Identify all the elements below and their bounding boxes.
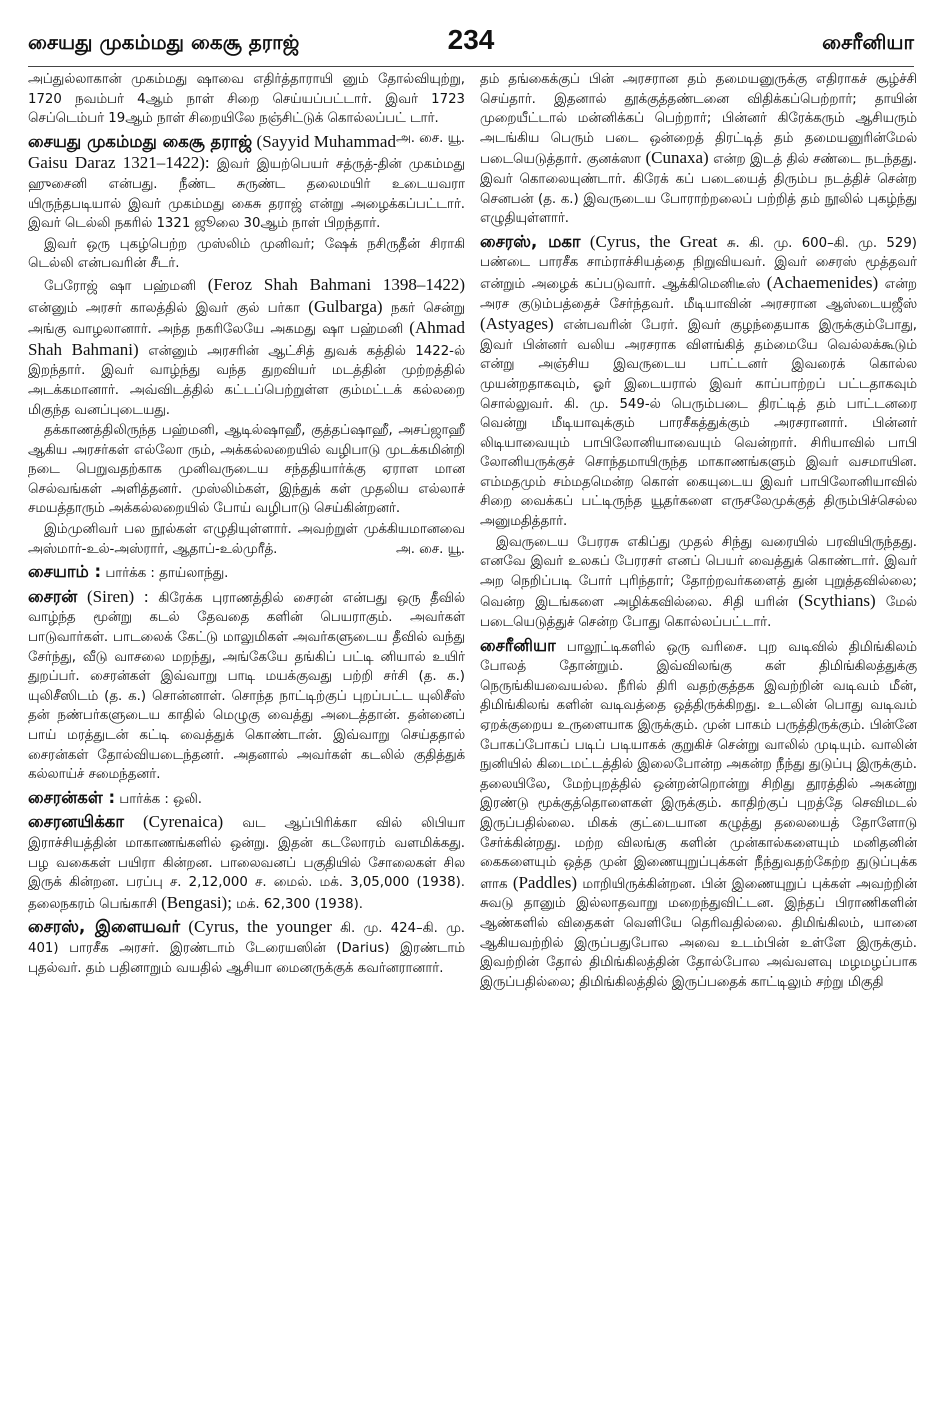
entry-headword: சைரஸ், இளையவர் <box>28 917 181 937</box>
latin-text: (Cunaxa) <box>645 148 709 168</box>
entry-text: பாலூட்டிகளில் ஒரு வரிசை. புற வடிவில் திமிங்கிலம் போலத் தோன்றும். இவ்விலங்கு கள் திமிங்கிலத்துக்கு நெருங்கியவையல்ல. நீரில் திரி வதற்குத்தக இவற்றின் வடிவம் மீன், திமிங்கிலங் களின் வடிவத்தை ஒத்திருக்கிறது. உடலின் பொது வடிவம் ஏறக்குறைய உருளையாக இருக்கும். முன் பாகம் பருத்திருக்கும். பின்னே போகப்போகப் படிப் படியாகக் குறுகிச் சென்று வாலில் முடியும். வாலின் நுனியில் கிடைமட்டத்தில் இலைபோன்ற அகன்ற நீந்து துடுப்பு இருக்கும். தலையிலே, மேற்புறத்தில் ஒன்றன்றொன்று சிறிது தூரத்தில் அகன்று இரண்டு மூக்குத்தொளைகள் இருக்கும். காதிற்குப் புறத்தே செவிமடல் இருப்பதில்லை. மிகக் குட்டையான கழுத்து தலையைத் தோளோடு சேர்க்கின்றது. மற்ற விலங்கு களின் முன்கால்களையும் மனிதனின் கைகளையும் ஒத்த முன் இணையுறுப்புக்கள் நீந்துவதற்கேற்ற துடுப்புக்க ளாக <box>480 639 917 892</box>
paragraph-text: என்ற இடத் தில் சண்டை நடந்தது. இவர் கொலையுண்டார். கிரேக் கப் படையைத் திரும்ப நடத்திச் சென்ற செனபன் (த. க.) இவருடைய போராற்றலைப் பற்றித் தம் நூலில் புகழ்ந்து எழுதியுள்ளார். <box>480 152 917 227</box>
entry-headword: சைரனயிக்கா <box>28 812 124 832</box>
paragraph-text: இம்முனிவர் பல நூல்கள் எழுதியுள்ளார். அவற்றுள் முக்கியமானவை அஸ்மார்-உல்-அஸ்ரார், ஆதாப்-உல்முரீத். <box>28 522 465 557</box>
latin-text: (Astyages) <box>480 314 554 334</box>
page-header <box>28 24 914 64</box>
latin-text: (Scythians) <box>798 591 876 611</box>
entry-text: கிரேக்க புராணத்தில் சைரன் என்பது ஒரு தீவில் வாழ்ந்த மூன்று கடல் தேவதை களின் பெயராகும். அவர்கள் பாடுவார்கள். பாடலைக் கேட்டு மாலுமிகள் அவர்களுடைய தீவில் வந்து சேர்ந்து, வீடு வாசலை மறந்து, அங்கேயே தங்கிப் பட்டி னியால் உயிர் துறப்பர். சைரன்கள் இவ்வாறு பாடி மயக்குவது பற்றி சர்சி (த. க.) யுலிசீஸிடம் (த. க.) சொன்னாள். சொந்த நாட்டிற்குப் புறப்பட்ட யுலிசீஸ் தன் நண்பர்களுடைய காதில் மெழுகு வைத்து அடைத்தான். தன்னைப் பாய் மரத்துடன் கட்டி வைத்துக் கொண்டான். இவ்வாறு செய்ததால் சைரன்கள் தோல்வியடைந்தனர். அதனால் அவர்கள் கடலில் குதித்துக் கல்லாய்ச் சமைந்தனர். <box>28 590 465 783</box>
paragraph <box>28 275 465 420</box>
latin-text: (Ahmad Shah Bahmani) <box>28 318 465 359</box>
entry-headword: சைரன் <box>28 586 78 606</box>
entry-text: என்பவரின் பேரர். இவர் குழந்தையாக இருக்கும்போது, இவர் பின்னர் வலிய அரசராக விளங்கித் தம்மையே வெல்லக்கூடும் என்று அஞ்சிய இவருடைய பாட்டனர் இவரைக் கொல்ல முயன்றதாகவும், ஓர் இடையரால் இவர் காப்பாற்றப் பட்டதாகவும் சொல்லுவர். கி. மு. 549-ல் பெரும்படை திரட்டித் தம் பாட்டனரை வென்று மீடியாவுக்கும் பாரசீகத்துக்கும் அரசரானார். பின்னர் லிடியாவையும் பாபிலோனியாவையும் வென்றார். சிரியாவில் பாபி லோனியருக்குச் சொந்தமாயிருந்த மாகாணங்களும் இவர் வசமாயின. எம்மதமும் சம்மதமென்ற கொள் கையுடைய இவர் பாபிலோனியாவில் சிறை வைக்கப் பட்டிருந்த யூதர்களை எருசலேமுக்குத் திரும்பிச்செல்ல அனுமதித்தார். <box>480 318 917 530</box>
entry-text: மாறியிருக்கின்றன. பின் இணையுறுப் புக்கள் அவற்றின் சுவடு தானும் இல்லாதவாறு மறைந்துவிட்டன. இந்தப் பிராணிகளின் ஆண்களில் விதைகள் வெளியே தெரிவதில்லை. திமிங்கிலம், யானை ஆகியவற்றில் இருப்பதுபோல அவை உடம்பின் உள்ளே இருக்கும். இவற்றின் தோல் திமிங்கிலத்தின் தோல்போல அவ்வளவு மழமழப்பாக இருப்பதில்லை; திமிங்கிலத்தில் இருப்பதைக் காட்டிலும் சற்று மிகுதி <box>480 876 917 990</box>
entry-text: இவர் இயற்பெயர் சத்ருத்-தின் முகம்மது ஹுசைனி என்பது. நீண்ட சுருண்ட தலைமயிர் உடையவரா யிருந்தபடியால் இவர் முகம்மது கைசு தராஜ் என்று அழைக்கப்பட்டார். இவர் டெல்லி நகரில் 1321 ஜூலை 30ஆம் நாள் பிறந்தார். <box>28 157 465 232</box>
entry-siam <box>28 562 465 584</box>
paragraph-text: தம் தங்கைக்குப் பின் அரசரான தம் தமையனுருக்கு எதிராகச் சூழ்ச்சி செய்தார். இதனால் தூக்குத்தண்டனை விதிக்கப்பெற்றார்; தாயின் முறையீட்டால் மன்னிக்கப் பெற்றார்; பின்னர் கிரேக்கரும் ஆசியரும் அடங்கிய பெரும் படை ஒன்றைத் திரட்டித் தம் தமையனுரின்மேல் படையெடுத்தார். குனக்ஸா <box>480 72 917 168</box>
entry-latin: (Cyrenaica) <box>142 812 224 832</box>
latin-text: (Paddles) <box>512 872 578 892</box>
paragraph <box>28 520 465 559</box>
entry-latin: (Cyrus, the younger <box>188 917 332 937</box>
paragraph-text: பேரோஜ் ஷா பஹ்மனி <box>44 278 196 294</box>
latin-text: (Gulbarga) <box>308 296 383 316</box>
entry-text: என்ற அரச குடும்பத்தைச் சேர்ந்தவர். மீடியாவின் அரசரான ஆஸ்டையஜீஸ் <box>480 276 917 312</box>
entry-text: கி. மு. 424–கி. மு. 401) பாரசீக அரசர். இரண்டாம் டேரையஸின் (Darius) இரண்டாம் புதல்வர். தம் பதினாறும் வயதில் ஆசியா மைனருக்குக் கவர்னரானார். <box>28 921 465 976</box>
paragraph-text: நகர் சென்று அங்கு வாழலானார். அந்த நகரிலேயே அகமது ஷா பஹ்மனி <box>28 300 465 338</box>
entry-headword: சையாம் : <box>28 562 102 582</box>
paragraph <box>480 70 917 229</box>
header-left-headword: சையது முகம்மது கைசூ தராஜ் <box>28 30 300 54</box>
entry-text: பார்க்க : தாய்லாந்து. <box>105 566 229 582</box>
author-initials: அ. சை. யூ. <box>395 541 465 557</box>
entry-text: மக். 62,300 (1938). <box>236 896 364 912</box>
paragraph: தக்காணத்திலிருந்த பஹ்மனி, ஆடில்ஷாஹீ, குத்தப்ஷாஹீ, அசப்ஜாஹீ ஆகிய அரசர்கள் எல்லோ ரும், அக்கல்லறையில் வழிபாடு முடக்கமின்றி நடை பெறுவதற்காக முனிவருடைய சந்ததியார்க்கு ஏராள மான செல்வங்கள் அளித்தனர். முஸ்லிம்கள், இந்துக் கள் முதலிய எல்லாச் சமயத்தாரும் அக்கல்லறையில் போய் வழிபாடு செய்கின்றனர். <box>28 423 465 517</box>
paragraph-text: என்னும் அரசரின் ஆட்சித் துவக் கத்தில் 1422-ல் இறந்தார். இவர் வாழ்ந்து வந்த துறவியர் மடத்தின் முற்றத்தில் அடக்கமானார். அவ்விடத்தில் கட்டப்பெற்றுள்ள கும்மட்டக் கல்லறை மிகுந்த வனப்புடையது. <box>28 343 465 418</box>
entry-text: வட ஆப்பிரிக்கா வில் லிபியா இராச்சியத்தின் மாகாணங்களில் ஒன்று. இதன் கடலோரம் வளமிக்கது. பழ வகைகள் பயிரா கின்றன. பாலைவனப் பகுதியில் சோலைகள் சில இருக் கின்றன. பரப்பு ச. 2,12,000 ச. மைல். மக். 3,05,000 (1938). தலைநகரம் பெங்காசி <box>28 816 465 912</box>
entry-latin: (Sayyid Muhammad Gaisu Daraz 1321–1422): <box>28 131 396 173</box>
latin-text: (Feroz Shah Bahmani 1398–1422) <box>207 274 465 294</box>
entry-cyrenaica <box>28 812 465 914</box>
entry-headword: சைரஸ், மகா <box>480 231 581 251</box>
author-initials: அ. சை. யூ. <box>395 130 465 146</box>
entry-headword: சைரன்கள் : <box>28 787 116 807</box>
entry-cyrus-younger <box>28 917 465 978</box>
entry-latin: (Cyrus, the Great <box>589 231 718 251</box>
left-column <box>28 70 465 1415</box>
paragraph <box>480 533 917 633</box>
entry-text: சு. கி. மு. 600–கி. மு. 529) பண்டை பாரசீக சாம்ராச்சியத்தை நிறுவியவர். இவர் சைரஸ் மூத்தவர் என்றும் அழைக் கப்படுவார். ஆக்கிமெனிடீஸ் <box>480 235 917 292</box>
paragraph-text: அப்துல்லாகான் முகம்மது ஷாவை எதிர்த்தாராயி னும் தோல்வியுற்று, 1720 நவம்பர் 4ஆம் நாள் சிறை செய்யப்பட்டார். இவர் 1723 செப்டெம்பர் 19ஆம் நாள் சிறையிலே நஞ்சிட்டுக் கொல்லப்பட் டார். <box>28 72 465 127</box>
paragraph-text: என்னும் அரசர் காலத்தில் இவர் குல் பர்கா <box>28 300 300 316</box>
paragraph-text: மேல் படையெடுத்துச் சென்ற போது கொல்லப்பட்டார். <box>480 595 917 631</box>
paragraph-text: இவருடைய பேரரசு எகிப்து முதல் சிந்து வரையில் பரவியிருந்தது. எனவே இவர் உலகப் பேரரசர் எனப் பெயர் வைத்துக் கொண்டார். இவர் அற நெறிப்படி போர் புரிந்தார்; தோற்றவர்களைத் துன் புறுத்தவில்லை; வென்ற இடங்களை அழிக்கவில்லை. சிதி யரின் <box>480 534 917 611</box>
entry-sirens <box>28 788 465 810</box>
header-rule <box>28 66 914 67</box>
paragraph: இவர் ஒரு புகழ்பெற்ற முஸ்லிம் முனிவர்; ஷேக் நசிருதீன் சிராகி டெல்லி என்பவரின் சீடர். <box>28 236 465 272</box>
header-right-headword: சைரீனியா <box>822 30 914 54</box>
entry-siren <box>28 587 465 785</box>
latin-text: (Bengasi); <box>161 892 232 912</box>
entry-sirenia <box>480 636 917 993</box>
entry-latin: (Siren) : <box>86 586 149 606</box>
entry-text: பார்க்க : ஒலி. <box>119 791 202 807</box>
latin-text: (Achaemenides) <box>766 272 879 292</box>
entry-headword: சைரீனியா <box>480 635 556 655</box>
right-column <box>480 70 917 1415</box>
entry-headword: சையது முகம்மது கைசூ தராஜ் <box>28 131 253 151</box>
page-number: 234 <box>447 24 495 55</box>
entry-cyrus-great <box>480 232 917 532</box>
